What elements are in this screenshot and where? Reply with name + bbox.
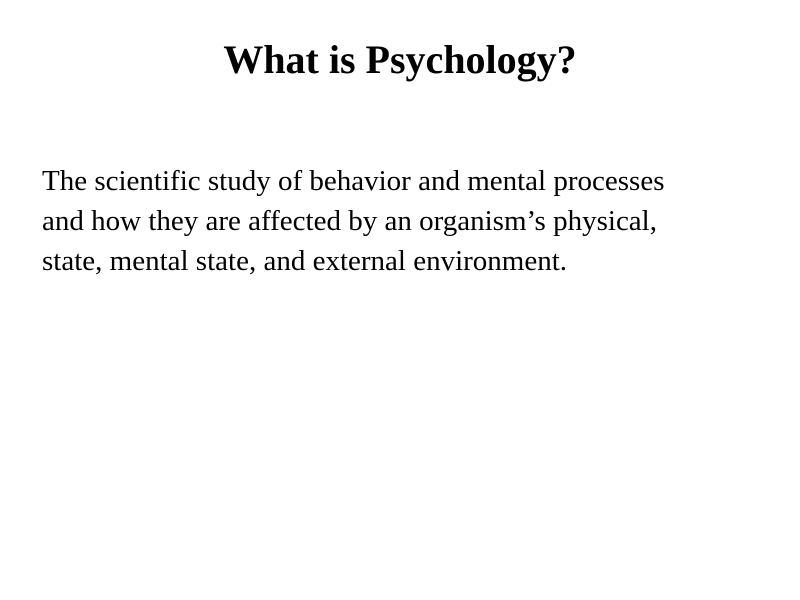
definition-paragraph [42,161,772,281]
slide-title: What is Psychology? [223,37,577,82]
definition-line-1: The scientific study of behavior and mental processes [42,165,665,197]
definition-line-3: state, mental state, and external environment. [42,245,568,277]
definition-line-2: and how they are affected by an organism’s physical, [42,205,657,237]
